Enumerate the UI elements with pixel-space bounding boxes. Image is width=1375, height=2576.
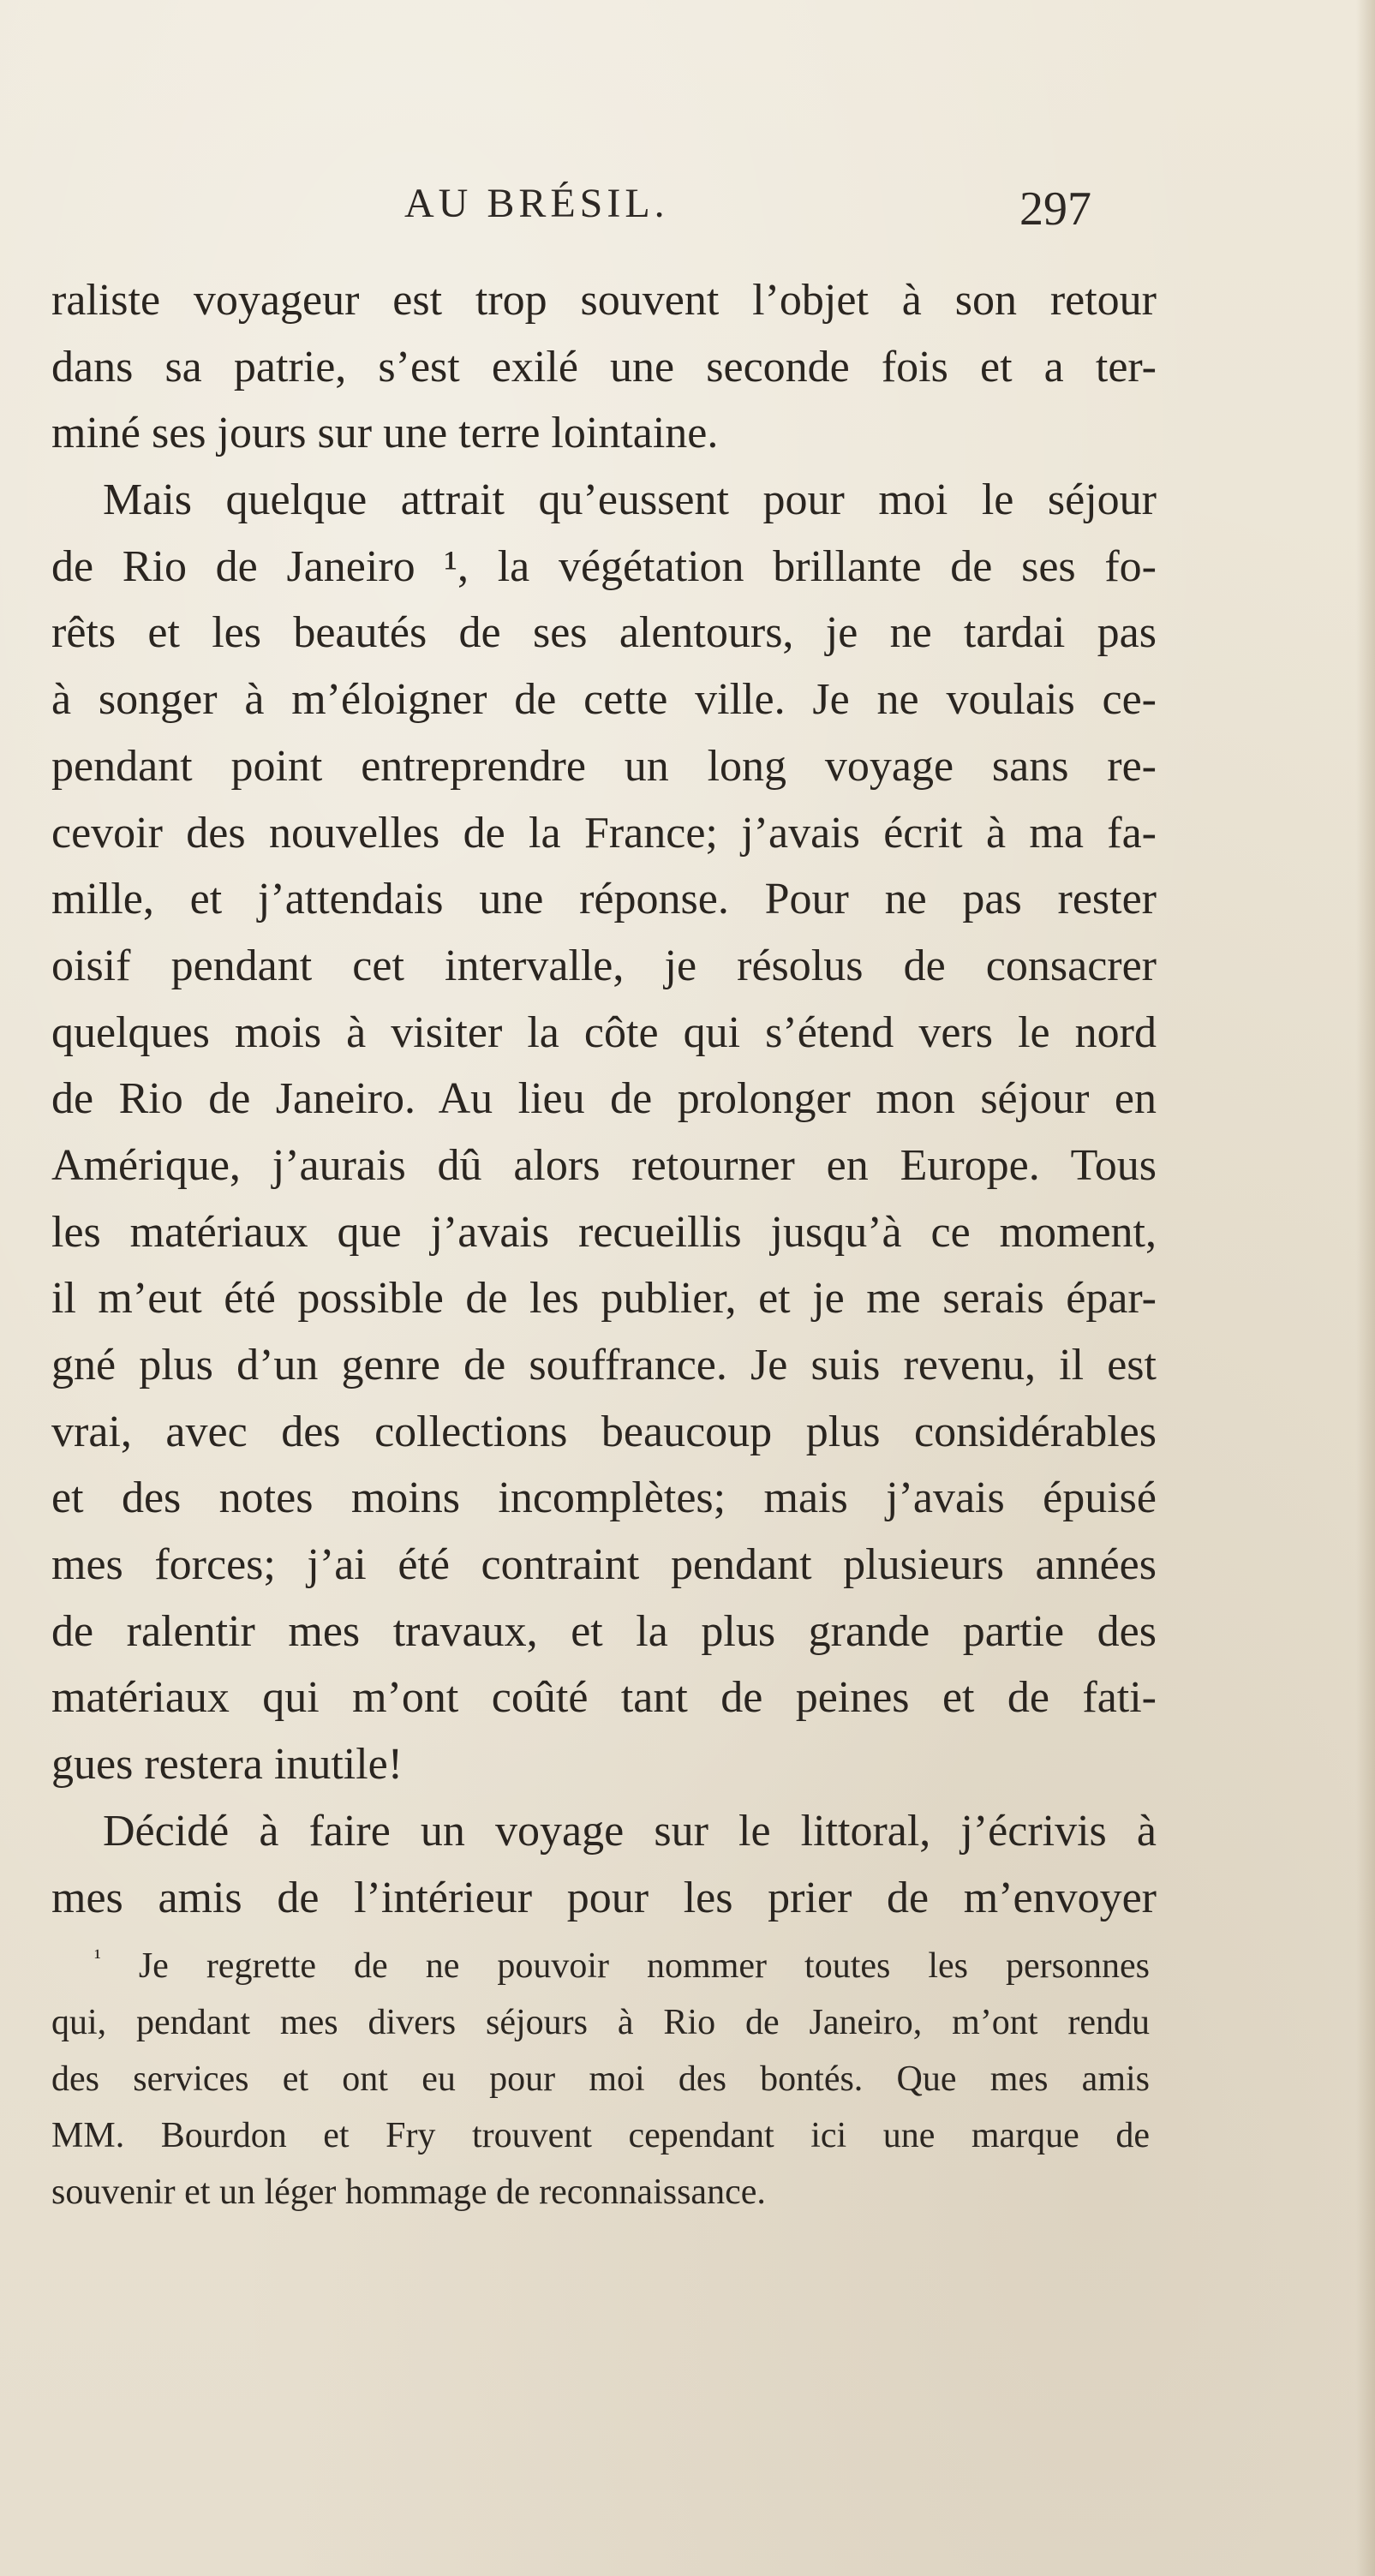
text-line: quelques mois à visiter la côte qui s’étend vers le nord bbox=[51, 1007, 1157, 1057]
running-title: AU BRÉSIL. bbox=[404, 181, 669, 226]
text-line: Amérique, j’aurais dû alors retourner en Europe. Tous bbox=[51, 1140, 1157, 1190]
body-text bbox=[51, 267, 1157, 1931]
footnote-line: qui, pendant mes divers séjours à Rio de Janeiro, m’ont rendu bbox=[51, 2003, 1150, 2042]
text-line: pendant point entreprendre un long voyage sans re- bbox=[51, 741, 1157, 791]
text-line: mille, et j’attendais une réponse. Pour ne pas rester bbox=[51, 875, 1157, 924]
text-line: de ralentir mes travaux, et la plus grande partie des bbox=[51, 1606, 1157, 1656]
text-line: dans sa patrie, s’est exilé une seconde fois et a ter- bbox=[51, 342, 1157, 391]
footnote-line: des services et ont eu pour moi des bontés. Que mes amis bbox=[51, 2059, 1150, 2099]
page-number: 297 bbox=[1019, 182, 1091, 236]
text-line: miné ses jours sur une terre lointaine. bbox=[51, 409, 719, 458]
text-line: cevoir des nouvelles de la France; j’avais écrit à ma fa- bbox=[51, 808, 1157, 858]
footnote bbox=[51, 1938, 1150, 2220]
footnote-text: Je regrette de ne pouvoir nommer toutes les personnes bbox=[138, 1946, 1150, 1986]
text-line: de Rio de Janeiro ¹, la végétation brillante de ses fo- bbox=[51, 541, 1157, 591]
text-line: et des notes moins incomplètes; mais j’avais épuisé bbox=[51, 1473, 1157, 1523]
text-line: à songer à m’éloigner de cette ville. Je ne voulais ce- bbox=[51, 675, 1157, 725]
text-line: Décidé à faire un voyage sur le littoral, j’écrivis à bbox=[103, 1806, 1157, 1856]
footnote-line: souvenir et un léger hommage de reconnaissance. bbox=[51, 2173, 766, 2212]
text-line: les matériaux que j’avais recueillis jusqu’à ce moment, bbox=[51, 1207, 1157, 1257]
text-line: gues restera inutile! bbox=[51, 1740, 404, 1790]
footnote-line: MM. Bourdon et Fry trouvent cependant ici une marque de bbox=[51, 2116, 1150, 2155]
text-line: de Rio de Janeiro. Au lieu de prolonger mon séjour en bbox=[51, 1074, 1157, 1124]
text-line: gné plus d’un genre de souffrance. Je suis revenu, il est bbox=[51, 1341, 1157, 1390]
footnote-marker: ¹ bbox=[94, 1945, 101, 1969]
running-head bbox=[51, 180, 1165, 240]
text-line: Mais quelque attrait qu’eussent pour moi le séjour bbox=[103, 475, 1157, 525]
text-line: rêts et les beautés de ses alentours, je ne tardai pas bbox=[51, 608, 1157, 658]
text-line: mes forces; j’ai été contraint pendant plusieurs années bbox=[51, 1540, 1157, 1590]
text-line: mes amis de l’intérieur pour les prier de m’envoyer bbox=[51, 1873, 1157, 1922]
text-line: oisif pendant cet intervalle, je résolus de consacrer bbox=[51, 941, 1157, 990]
footnote-line bbox=[51, 1938, 1150, 1994]
page-edge-shadow bbox=[1356, 0, 1375, 2576]
text-line: raliste voyageur est trop souvent l’objet à son retour bbox=[51, 276, 1157, 325]
text-line: matériaux qui m’ont coûté tant de peines et de fati- bbox=[51, 1673, 1157, 1723]
text-line: vrai, avec des collections beaucoup plus considérables bbox=[51, 1407, 1157, 1456]
text-line: il m’eut été possible de les publier, et je me serais épar- bbox=[51, 1274, 1157, 1324]
